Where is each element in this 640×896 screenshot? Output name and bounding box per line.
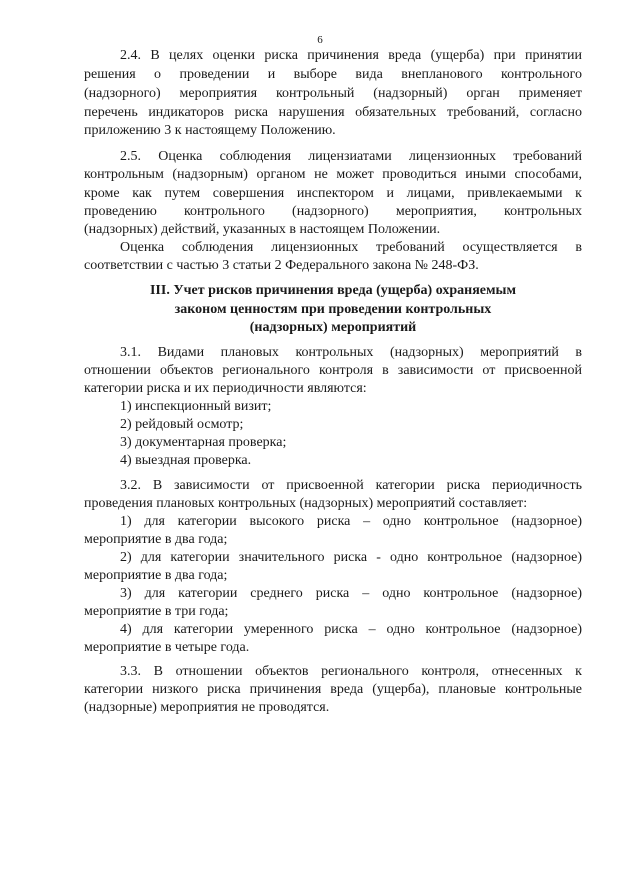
list-item: 3) для категории среднего риска – одно контрольное (надзорное) (120, 586, 582, 601)
text-line: кроме как путем совершения инспектором и лицами, привлекаемыми к (84, 186, 582, 201)
text-line: мероприятие в два года; (84, 568, 228, 583)
heading-line: III. Учет рисков причинения вреда (ущерба) охраняемым (149, 283, 517, 298)
text-line: отношении объектов регионального контроля в зависимости от присвоенной (84, 363, 582, 378)
text-line: Оценка соблюдения лицензионных требований осуществляется в (120, 240, 582, 255)
text-line: (надзорные) мероприятия не проводятся. (84, 700, 330, 715)
text-line: 3.1. Видами плановых контрольных (надзорных) мероприятий в (120, 345, 582, 360)
list-item: 2) рейдовый осмотр; (120, 417, 244, 432)
text-line: перечень индикаторов риска нарушения обязательных требований, согласно (84, 105, 582, 120)
text-line: мероприятие в два года; (84, 532, 228, 547)
text-line: приложению 3 к настоящему Положению. (84, 123, 336, 138)
text-line: мероприятие в три года; (84, 604, 229, 619)
text-line: 3.2. В зависимости от присвоенной категории риска периодичность (120, 478, 582, 493)
heading-line: законом ценностям при проведении контрольных (174, 302, 492, 317)
text-line: мероприятие в четыре года. (84, 640, 250, 655)
text-line: 3.3. В отношении объектов регионального контроля, отнесенных к (120, 664, 582, 679)
list-item: 2) для категории значительного риска - одно контрольное (надзорное) (120, 550, 582, 565)
text-line: соответствии с частью 3 статьи 2 Федерального закона № 248-ФЗ. (84, 258, 479, 273)
list-item: 4) для категории умеренного риска – одно контрольное (надзорное) (120, 622, 582, 637)
text-line: проведению контрольного (надзорного) мероприятия, контрольных (84, 204, 582, 219)
text-line: проведения плановых контрольных (надзорных) мероприятий составляет: (84, 496, 528, 511)
text-line: контрольным (надзорным) органом не может проводиться иными способами, (84, 167, 582, 182)
list-item: 1) для категории высокого риска – одно контрольное (надзорное) (120, 514, 582, 529)
list-item: 1) инспекционный визит; (120, 399, 272, 414)
text-line: категории низкого риска причинения вреда (ущерба), плановые контрольные (84, 682, 582, 697)
text-line: категории риска и их периодичности являются: (84, 381, 367, 396)
text-line: решения о проведении и выборе вида внепланового контрольного (84, 67, 582, 82)
text-line: (надзорного) мероприятия контрольный (надзорный) орган применяет (84, 86, 582, 101)
page-number: 6 (317, 34, 323, 46)
list-item: 4) выездная проверка. (120, 453, 252, 468)
text-line: (надзорных) действий, указанных в настоящем Положении. (84, 222, 441, 237)
text-line: 2.4. В целях оценки риска причинения вреда (ущерба) при принятии (120, 48, 582, 63)
text-line: 2.5. Оценка соблюдения лицензиатами лицензионных требований (120, 149, 582, 164)
heading-line: (надзорных) мероприятий (249, 320, 417, 335)
list-item: 3) документарная проверка; (120, 435, 287, 450)
